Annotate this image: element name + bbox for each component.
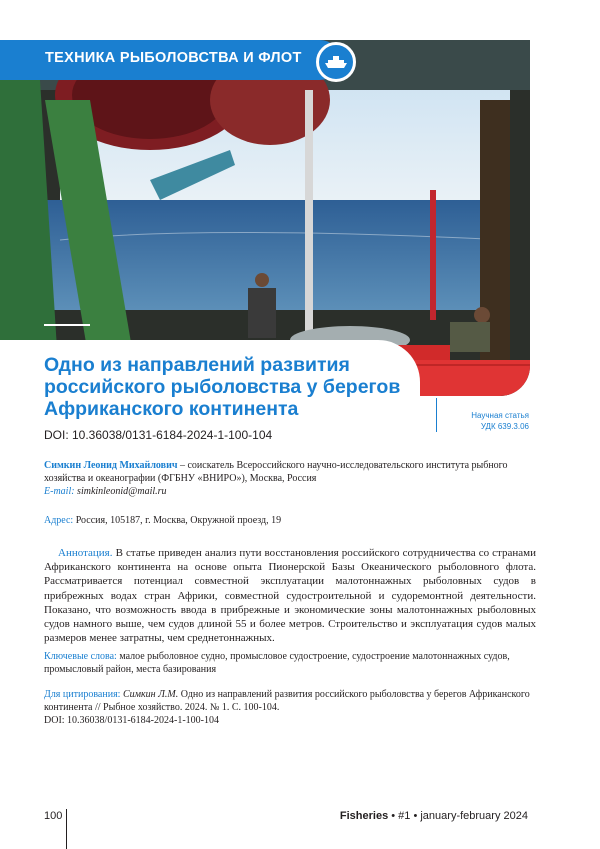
article-udc: УДК 639.3.06 [480,422,529,431]
abstract-text: В статье приведен анализ пути восстановления российского сотрудничества со странами Африканского континента на основе опыта Пионерской Базы Океанического рыболовного флота. Рассматривается потенциал совместной эксплуатации малотоннажных рыболовных судов в прибрежных водах стран Африки, совместной судостроительной и судоремонтной деятельности. Показано, что возможность ввода в прибрежные и экономические зоны малотоннажных рыболовных судов намного выше, чем судов длиной 55 и более метров. Строительство и эксплуатация судов малых размеров менее затратны, чем среднетоннажных. [44,547,536,645]
keywords [44,650,536,676]
address-label: Адрес: [44,515,74,526]
meta-divider [436,398,437,432]
address-value: Россия, 105187, г. Москва, Окружной проезд, 19 [73,515,282,526]
email-label: E-mail: [44,486,75,497]
article-title: Одно из направлений развития российского рыболовства у берегов Африканского континента [44,354,401,420]
citation-label: Для цитирования: [44,689,121,700]
article-doi: DOI: 10.36038/0131-6184-2024-1-100-104 [44,428,273,442]
abstract [44,546,536,645]
section-title: ТЕХНИКА РЫБОЛОВСТВА И ФЛОТ [45,50,302,66]
journal-name: Fisheries [339,810,389,822]
author-name: Симкин Леонид Михайлович [44,460,178,471]
citation-doi: DOI: 10.36038/0131-6184-2024-1-100-104 [44,715,219,726]
author-email[interactable]: simkinleonid@mail.ru [74,486,167,497]
author-block [44,459,536,498]
article-type: Научная статья [471,411,529,420]
author-affiliation: – соискатель Всероссийского научно-исследовательского института рыбного хозяйства и океанографии (ФГБНУ «ВНИРО»), Москва, Россия [44,460,508,484]
photo-divider [44,324,90,326]
citation [44,688,536,727]
page-number: 100 [44,810,63,822]
citation-text: Одно из направлений развития российского рыболовства у берегов Африканского континента // Рыбное хозяйство. 2024. № 1. С. 100-104. [44,689,530,713]
keywords-text: малое рыболовное судно, промысловое судостроение, судостроение малотоннажных судов, промысловый район, места базирования [44,651,510,675]
citation-author: Симкин Л.М. [120,689,179,700]
ship-badge-icon [316,42,356,82]
address [44,515,281,526]
footer-divider [66,809,67,849]
footer-journal-info [340,810,528,822]
journal-issue: • #1 • january-february 2024 [388,810,528,822]
article-meta [471,410,529,432]
abstract-label: Аннотация. [58,547,113,559]
keywords-label: Ключевые слова: [44,651,117,662]
